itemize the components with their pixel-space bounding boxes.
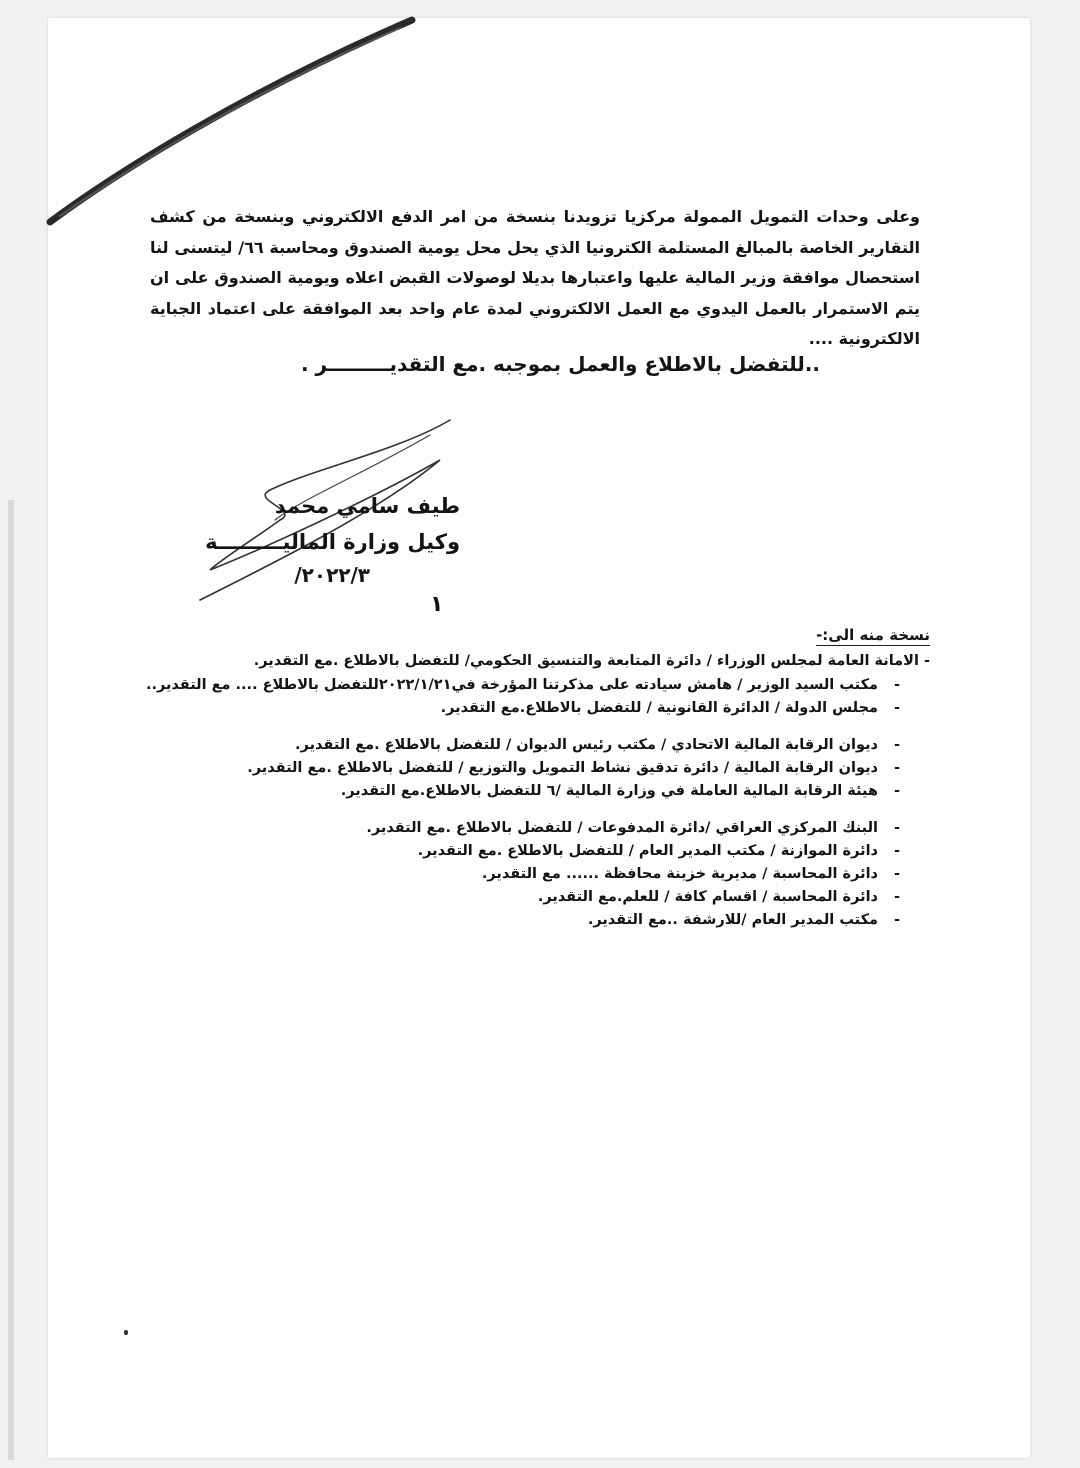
letter-body-paragraph: وعلى وحدات التمويل الممولة مركزيا تزويدنا بنسخة من امر الدفع الالكتروني وبنسخة من كشف التقارير الخاصة بالمبالغ المستلمة الكترونيا الذي يحل محل يومية الصندوق ومحاسبة ٦٦/ ليتسنى لنا استحصال موافقة وزير المالية عليها واعتبارها بديلا لوصولات القبض اعلاه ويومية الصندوق على ان يتم الاستمرار بالعمل اليدوي مع العمل الالكتروني لمدة عام واحد بعد الموافقة على اعتماد الجباية الالكترونية .... (150, 207, 921, 348)
copies-list (110, 674, 930, 932)
signature-handwritten-mark: ١ (430, 592, 444, 617)
page-edge-shadow (8, 500, 14, 1460)
list-item: - مكتب السيد الوزير / هامش سيادته على مذكرتنا المؤرخة في٢٠٢٢/١/٢١للتفضل بالاطلاع .... مع التقدير.. (110, 674, 900, 697)
list-item: - دائرة المحاسبة / مديرية خزينة محافظة ...... مع التقدير. (110, 863, 900, 886)
copies-distribution (110, 626, 930, 932)
copies-first-line: - الامانة العامة لمجلس الوزراء / دائرة المتابعة والتنسيق الحكومي/ للتفضل بالاطلاع .مع التقدير. (253, 653, 930, 669)
list-item: - البنك المركزي العراقي /دائرة المدفوعات / للتفضل بالاطلاع .مع التقدير. (110, 817, 900, 840)
copies-heading: نسخة منه الى:- (816, 626, 930, 644)
signatory-title: وكيل وزارة الماليـــــــــة (205, 530, 460, 554)
ink-speck (124, 1330, 128, 1335)
signature-block (150, 488, 460, 590)
list-item: - مكتب المدير العام /للارشفة ..مع التقدير. (110, 909, 900, 932)
signature-date: ٢٠٢٢/٣/ (294, 563, 370, 587)
list-item: - مجلس الدولة / الدائرة القانونية / للتفضل بالاطلاع.مع التقدير. (110, 697, 900, 720)
letter-closing-line: ..للتفضل بالاطلاع والعمل بموجبه .مع التقديـــــــــر . (300, 352, 820, 376)
list-item: - دائرة الموازنة / مكتب المدير العام / للتفضل بالاطلاع .مع التقدير. (110, 840, 900, 863)
list-item: - دائرة المحاسبة / اقسام كافة / للعلم.مع التقدير. (110, 886, 900, 909)
list-item: - ديوان الرقابة المالية / دائرة تدقيق نشاط التمويل والتوزيع / للتفضل بالاطلاع .مع التقدير. (110, 757, 900, 780)
signatory-name: طيف سامي محمد (274, 494, 460, 518)
list-item: - هيئة الرقابة المالية العاملة في وزارة المالية /٦ للتفضل بالاطلاع.مع التقدير. (110, 780, 900, 803)
list-item: - ديوان الرقابة المالية الاتحادي / مكتب رئيس الديوان / للتفضل بالاطلاع .مع التقدير. (110, 734, 900, 757)
